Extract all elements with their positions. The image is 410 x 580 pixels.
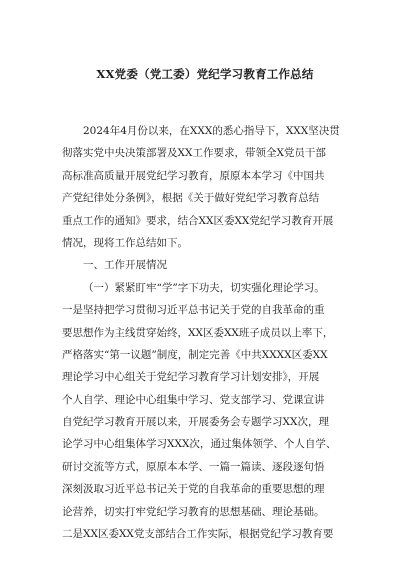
paragraph-line: 研讨交流等方式，原原本本学、一篇一篇读、逐段逐句悟 <box>62 460 325 473</box>
paragraph-line: 情况，现将工作总结如下。 <box>62 236 188 249</box>
section-heading: 一、工作开展情况 <box>83 259 167 272</box>
paragraph-line: 重点工作的通知》要求，结合XX区委XX党纪学习教育开展 <box>62 214 334 227</box>
paragraph-line: 高标准高质量开展党纪学习教育，原原本本学习《中国共 <box>62 169 325 182</box>
paragraph-line: 论营养，切实打牢党纪学习教育的思想基础、理论基础。 <box>62 505 325 518</box>
paragraph-line: 深刻汲取习近平总书记关于党的自我革命的重要思想的理 <box>62 483 325 496</box>
paragraph-line: 二是XX区委XX党支部结合工作实际，根据党纪学习教育要 <box>62 528 334 541</box>
subsection-heading: （一）紧紧盯牢“学”字下功夫，切实强化理论学习。 <box>83 281 325 294</box>
paragraph-line: 一是坚持把学习贯彻习近平总书记关于党的自我革命的重 <box>62 304 325 317</box>
paragraph-line: 理论学习中心组关于党纪学习教育学习计划安排》，开展 <box>62 371 320 384</box>
document-body <box>62 120 350 545</box>
paragraph-line: 论学习中心组集体学习XXX次，通过集体领学、个人自学、 <box>62 438 337 451</box>
paragraph-line: 自党纪学习教育开展以来，开展委务会专题学习XX次，理 <box>62 416 329 429</box>
paragraph-line: 彻落实党中央决策部署及XX工作要求，带领全X党员干部 <box>62 147 326 160</box>
paragraph-line: 2024年4月份以来，在XXX的悉心指导下，XXX坚决贯 <box>83 125 340 137</box>
document-title: XX党委（党工委）党纪学习教育工作总结 <box>96 67 314 81</box>
paragraph-line: 严格落实“第一议题”制度，制定完善《中共XXXX区委XX <box>62 348 328 361</box>
paragraph-line: 个人自学、理论中心组集中学习、党支部学习、党课宣讲 <box>62 393 325 406</box>
paragraph-line: 要思想作为主线贯穿始终，XX区委XX班子成员以上率下， <box>62 326 334 339</box>
paragraph-line: 产党纪律处分条例》，根据《关于做好党纪学习教育总结 <box>62 192 320 205</box>
